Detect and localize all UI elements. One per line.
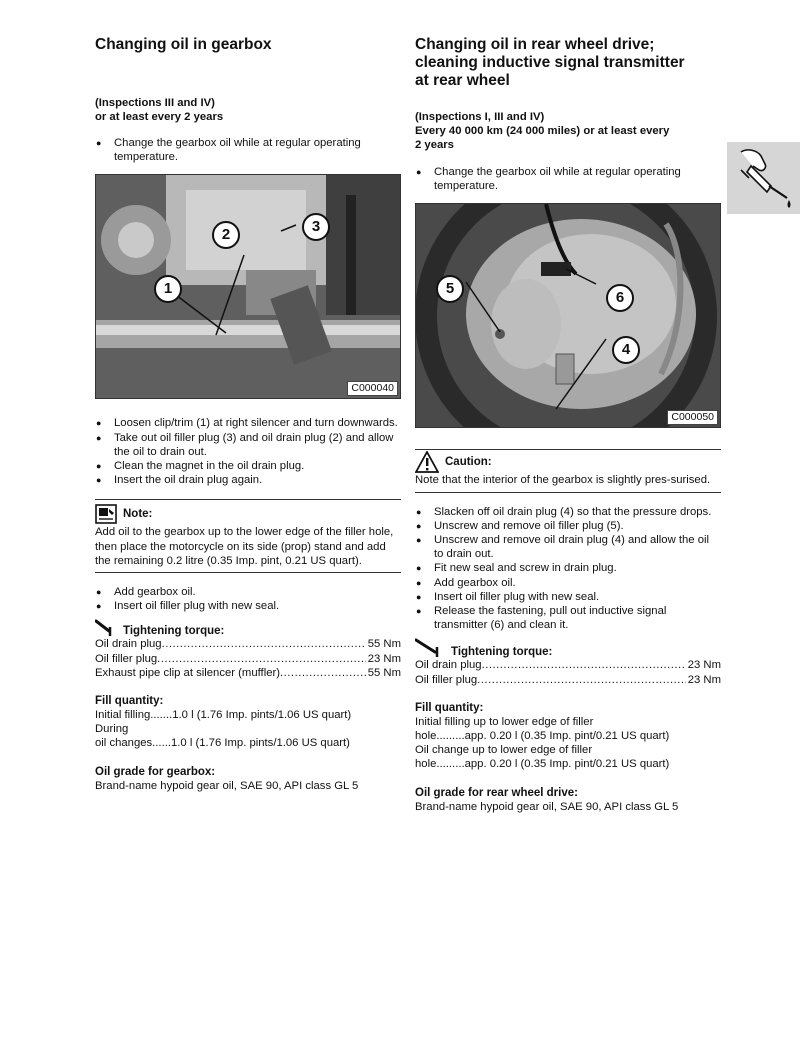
grade-text: Brand-name hypoid gear oil, SAE 90, API class GL 5: [95, 779, 359, 792]
inspections-line: (Inspections I, III and IV): [415, 111, 545, 123]
torque-row: Oil drain plug ..... 23 Nm: [415, 658, 721, 672]
interval-line: 2 years: [415, 139, 454, 151]
fill-line: oil changes......1.0 l (1.76 Imp. pints/1.06 US quart): [95, 737, 350, 750]
step-item: ● Insert oil filler plug with new seal.: [415, 590, 721, 604]
torque-wrench-icon: [95, 619, 117, 637]
step-item: ● Insert oil filler plug with new seal.: [95, 599, 401, 613]
intro-list: [95, 136, 401, 164]
rear-drive-illustration: [416, 204, 720, 427]
steps2-list: [95, 585, 401, 613]
warning-triangle-icon: [415, 451, 439, 473]
step-item: ● Insert the oil drain plug again.: [95, 473, 401, 487]
interval-line: or at least every 2 years: [95, 111, 224, 123]
inspections-line: (Inspections III and IV): [95, 97, 215, 109]
section-title-rear-drive-1: Changing oil in rear wheel drive;: [415, 36, 655, 53]
figure-code: C000040: [347, 381, 398, 396]
rear-drive-photo: [415, 203, 721, 428]
caution-bottom-rule: [415, 492, 721, 493]
torque-row: Oil drain plug ..... 55 Nm: [95, 637, 401, 651]
section-title-gearbox: Changing oil in gearbox: [95, 36, 272, 53]
torque-row: Oil filler plug ..... 23 Nm: [95, 652, 401, 666]
fill-line: Initial filling up to lower edge of filler: [415, 715, 594, 728]
step-item: ● Add gearbox oil.: [95, 585, 401, 599]
intro-list: [415, 165, 721, 193]
intro-bullet: ● Change the gearbox oil while at regular operating temperature.: [95, 136, 401, 164]
torque-heading: [415, 638, 721, 658]
step-item: ● Release the fastening, pull out inductive signal transmitter (6) and clean it.: [415, 604, 721, 632]
oil-can-hand-icon: [727, 142, 800, 214]
step-item: ● Loosen clip/trim (1) at right silencer and turn downwards.: [95, 416, 401, 430]
step-item: ● Take out oil filler plug (3) and oil drain plug (2) and allow the oil to drain out.: [95, 431, 401, 459]
fill-label: Fill quantity:: [95, 695, 164, 708]
note-heading: [95, 504, 401, 524]
step-item: ● Unscrew and remove oil filler plug (5).: [415, 519, 721, 533]
figure-code: C000050: [667, 410, 718, 425]
caution-top-rule: [415, 449, 721, 450]
fill-line: hole.........app. 0.20 l (0.35 Imp. pint/0.21 US quart): [415, 730, 670, 743]
right-column: [415, 36, 721, 814]
gearbox-illustration: [96, 175, 400, 398]
interval-line: Every 40 000 km (24 000 miles) or at least every: [415, 125, 670, 137]
step-item: ● Slacken off oil drain plug (4) so that the pressure drops.: [415, 505, 721, 519]
caution-text: Note that the interior of the gearbox is slightly pres-surised.: [415, 474, 711, 487]
note-book-icon: [95, 504, 117, 524]
left-column: [95, 36, 401, 793]
grade-label: Oil grade for rear wheel drive:: [415, 786, 578, 799]
grade-label: Oil grade for gearbox:: [95, 765, 216, 778]
caution-heading: [415, 451, 721, 473]
callout-4: 4: [612, 336, 640, 364]
chapter-side-tab: [727, 142, 800, 214]
callout-2: 2: [212, 221, 240, 249]
intro-bullet: ● Change the gearbox oil while at regular operating temperature.: [415, 165, 721, 193]
steps-list: [95, 416, 401, 487]
note-bottom-rule: [95, 572, 401, 573]
fill-line: Oil change up to lower edge of filler: [415, 744, 593, 757]
section-title-rear-drive-3: at rear wheel: [415, 72, 510, 89]
step-item: ● Add gearbox oil.: [415, 576, 721, 590]
torque-label: Tightening torque:: [123, 625, 225, 638]
fill-line: hole.........app. 0.20 l (0.35 Imp. pint/0.21 US quart): [415, 758, 670, 771]
note-label: Note:: [123, 508, 153, 521]
gearbox-photo: [95, 174, 401, 399]
torque-row: Exhaust pipe clip at silencer (muffler) ..... 55 Nm: [95, 666, 401, 680]
torque-label: Tightening torque:: [451, 646, 553, 659]
note-top-rule: [95, 499, 401, 500]
section-title-rear-drive-2: cleaning inductive signal transmitter: [415, 54, 685, 71]
fill-line: During: [95, 723, 129, 736]
note-text: Add oil to the gearbox up to the lower edge of the filler hole, then place the motorcycle on its side (prop) stand and add the remaining 0.2 litre (0.35 Imp. pint, 0.21 US quart).: [95, 526, 394, 567]
step-item: ● Unscrew and remove oil drain plug (4) and allow the oil to drain out.: [415, 533, 721, 561]
torque-wrench-icon: [415, 638, 445, 658]
callout-6: 6: [606, 284, 634, 312]
callout-1: 1: [154, 275, 182, 303]
fill-line: Initial filling.......1.0 l (1.76 Imp. pints/1.06 US quart): [95, 709, 352, 722]
step-item: ● Fit new seal and screw in drain plug.: [415, 561, 721, 575]
steps-list: [415, 505, 721, 633]
step-item: ● Clean the magnet in the oil drain plug.: [95, 459, 401, 473]
torque-row: Oil filler plug ..... 23 Nm: [415, 673, 721, 687]
torque-heading: [95, 619, 401, 637]
fill-label: Fill quantity:: [415, 701, 484, 714]
callout-3: 3: [302, 213, 330, 241]
grade-text: Brand-name hypoid gear oil, SAE 90, API class GL 5: [415, 800, 679, 813]
caution-label: Caution:: [445, 456, 492, 469]
callout-5: 5: [436, 275, 464, 303]
